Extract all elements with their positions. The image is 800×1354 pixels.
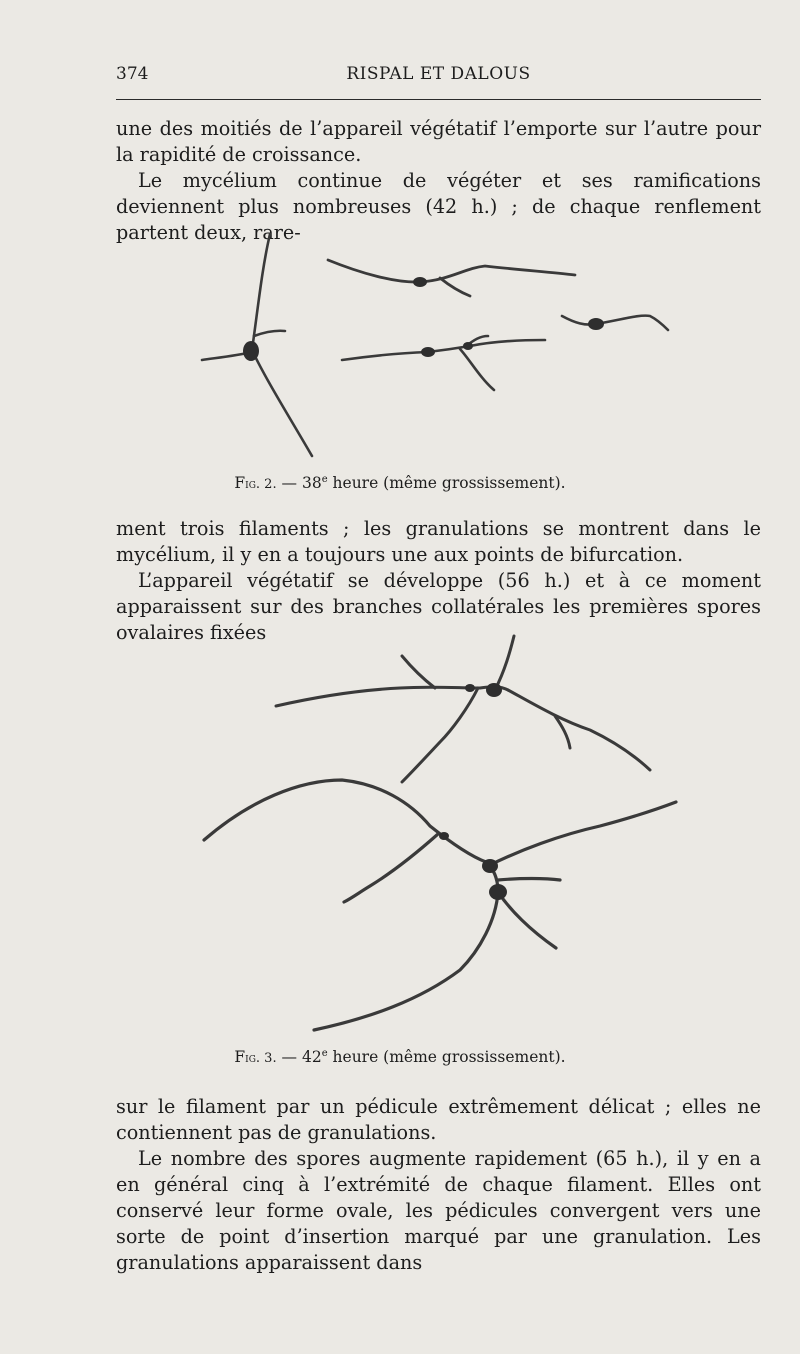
figure-3-caption-sup: e <box>321 1048 328 1059</box>
figure-3-label-rest: ig. 3. <box>245 1051 277 1067</box>
page-number: 374 <box>116 64 149 84</box>
figure-3-illustration <box>0 630 800 1050</box>
figure-2-caption-dash: — 38 <box>281 474 322 493</box>
paragraph-2: Le mycélium continue de végéter et ses ramifications deviennent plus nombreuses (42 h.) ; de chaque renflement partent deux, rare- <box>116 169 761 244</box>
figure-3-caption-dash: — 42 <box>281 1048 322 1067</box>
paragraph-3: ment trois filaments ; les granulations se montrent dans le mycélium, il y en a toujours une aux points de bifurcation. <box>116 517 761 566</box>
figure-2-illustration <box>0 228 800 468</box>
figure-2-caption-end: heure (même grossissement). <box>327 474 566 493</box>
header-rule <box>116 99 761 100</box>
figure-2-label-rest: ig. 2. <box>245 477 277 493</box>
figure-3-label-initial: F <box>234 1048 246 1067</box>
paragraph-1: une des moitiés de l’appareil végétatif l’emporte sur l’autre pour la rapidité de croissance. <box>116 117 761 166</box>
paragraph-5: sur le filament par un pédicule extrêmement délicat ; elles ne contiennent pas de granulations. <box>116 1095 761 1144</box>
paragraph-4: L’appareil végétatif se développe (56 h.) et à ce moment apparaissent sur des branches collatérales les premières spores ovalaires fixées <box>116 569 761 644</box>
figure-2-label-initial: F <box>234 474 246 493</box>
running-head: RISPAL ET DALOUS <box>346 64 531 84</box>
figure-2-caption <box>0 474 800 492</box>
page-header <box>116 64 761 90</box>
figure-3-caption-end: heure (même grossissement). <box>327 1048 566 1067</box>
figure-3-caption <box>0 1048 800 1066</box>
figure-2-caption-sup: e <box>321 474 328 485</box>
paragraph-6: Le nombre des spores augmente rapidement (65 h.), il y en a en général cinq à l’extrémité de chaque filament. Elles ont conservé leur forme ovale, les pédicules convergent vers une sorte de point d’insertion marqué par une granulation. Les granulations apparaissent dans <box>116 1147 761 1274</box>
